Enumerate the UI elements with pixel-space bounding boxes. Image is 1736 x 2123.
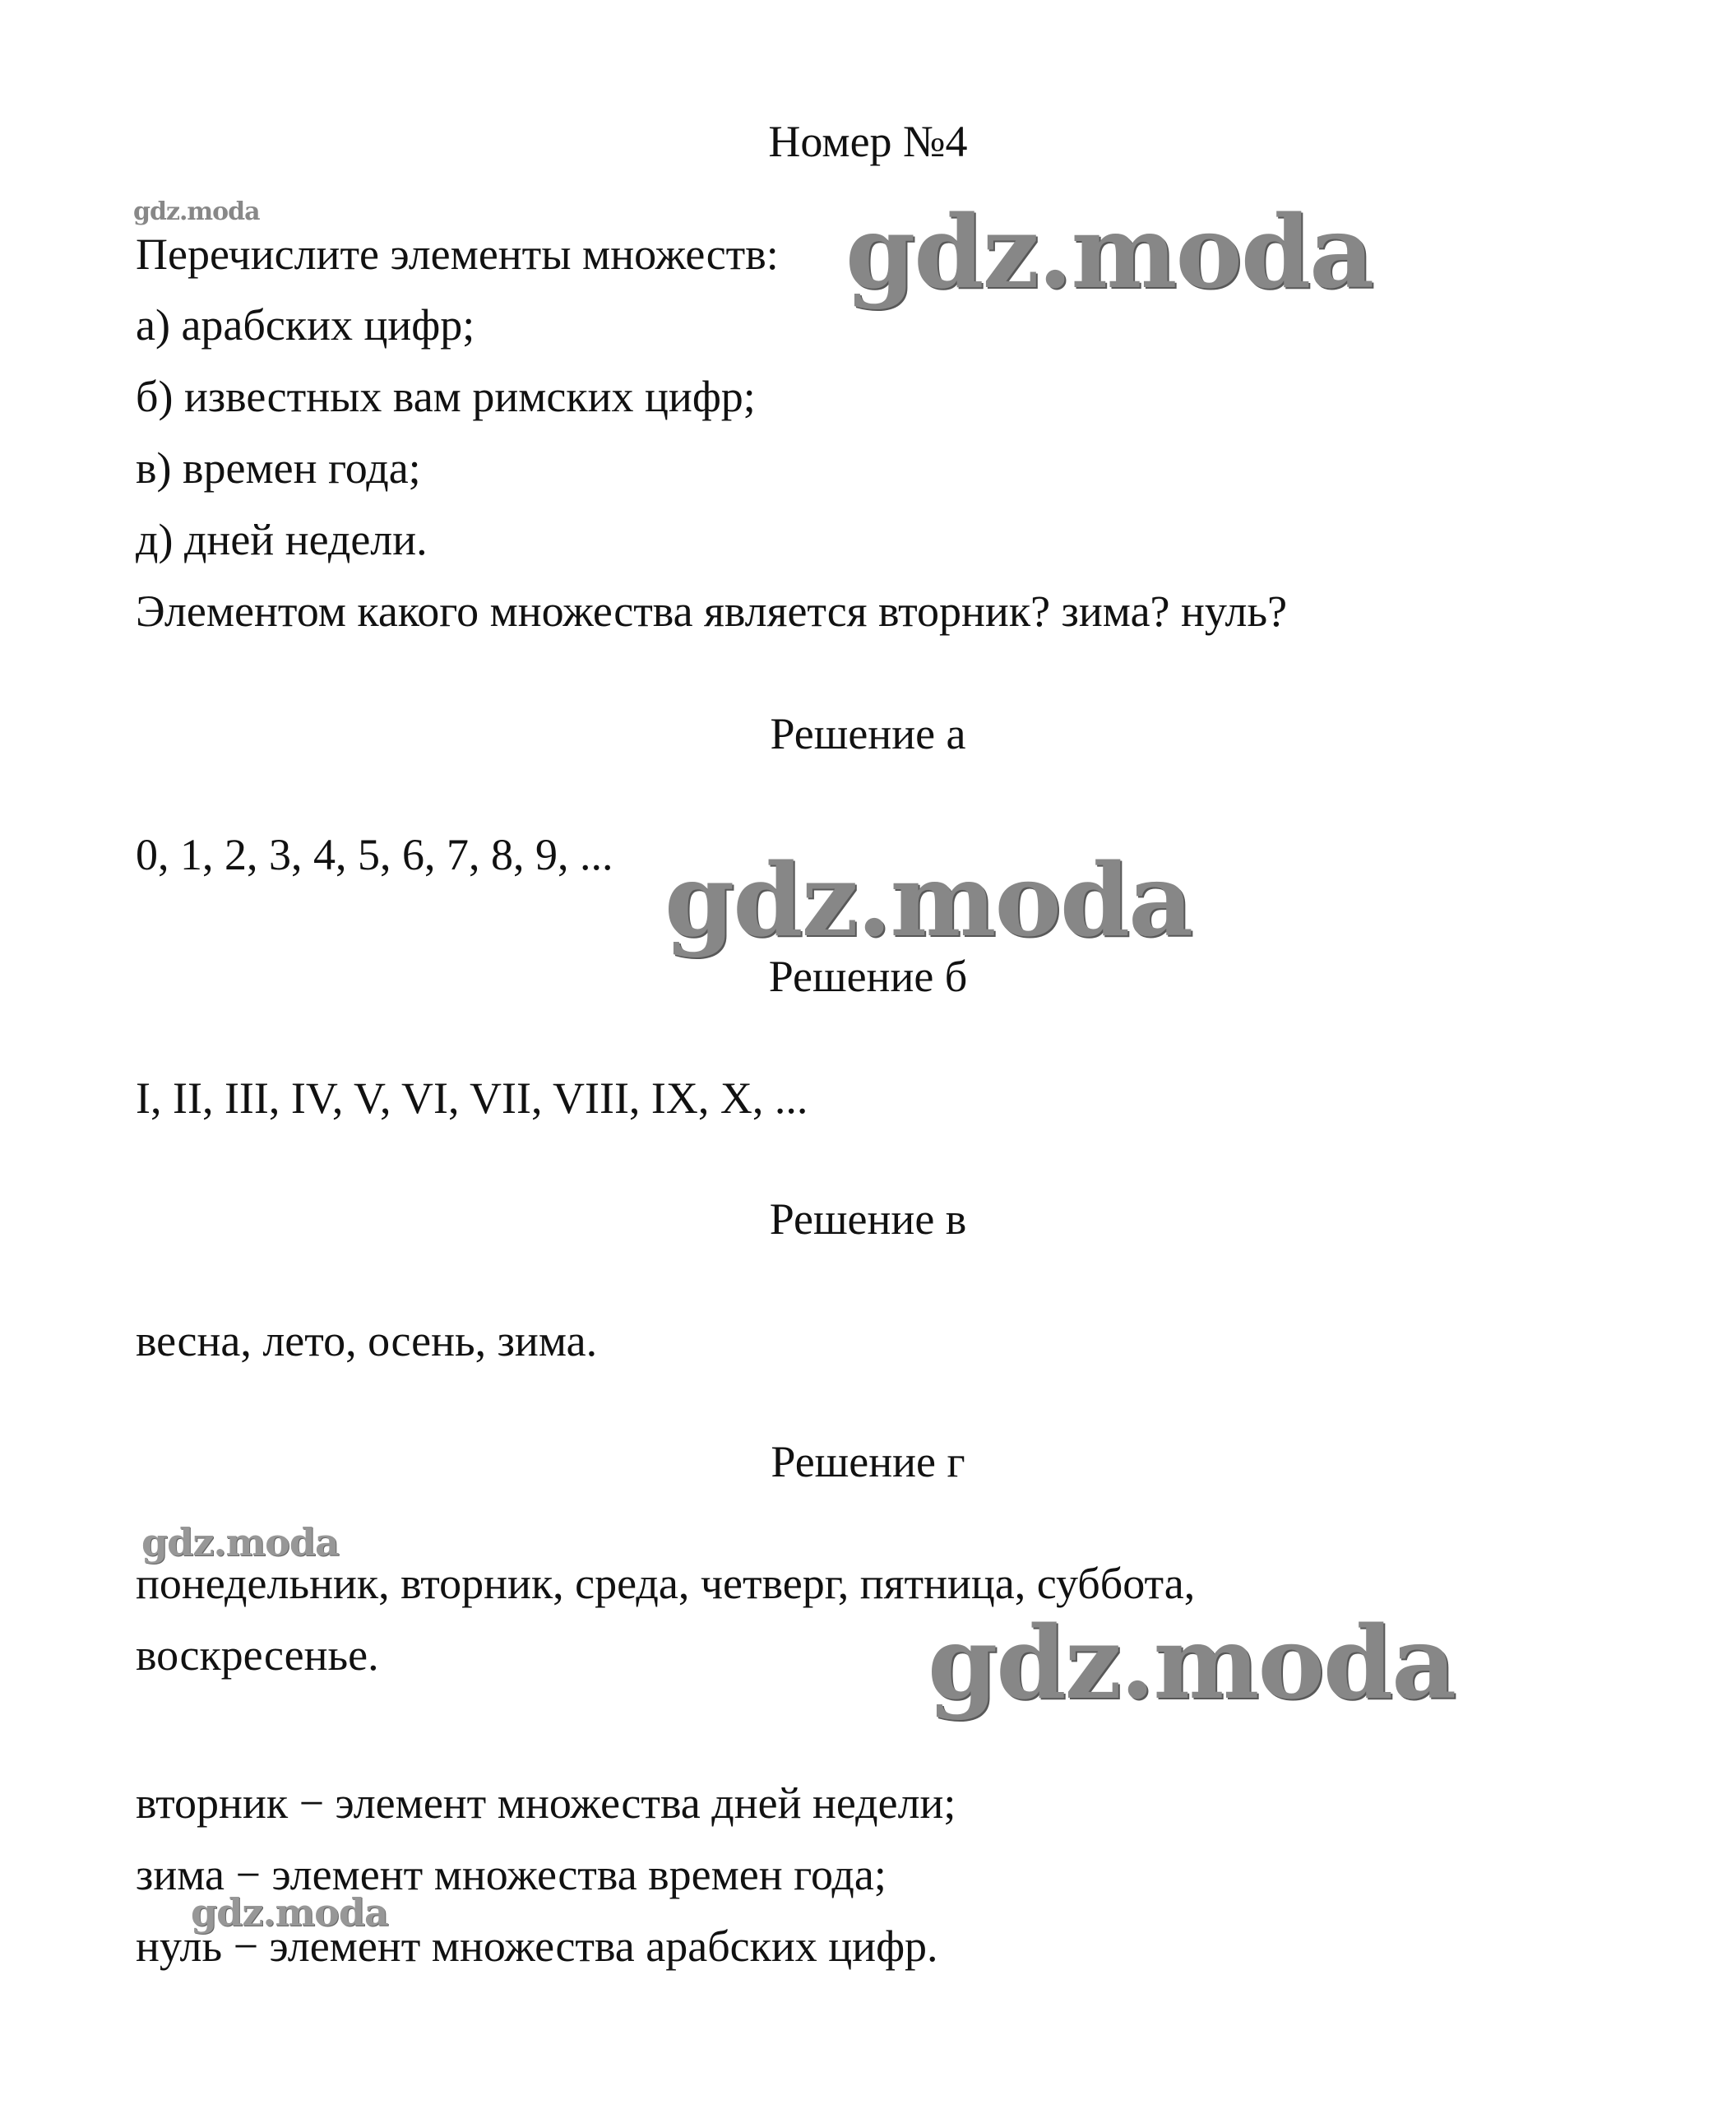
watermark-small-3: gdz.moda: [191, 1890, 388, 1935]
task-item-d: д) дней недели.: [136, 515, 428, 564]
solution-g-text-line2: воскресенье.: [136, 1630, 379, 1680]
task-item-b: б) известных вам римских цифр;: [136, 372, 756, 421]
watermark-large-3: gdz.moda: [928, 1603, 1456, 1722]
solution-a-text: 0, 1, 2, 3, 4, 5, 6, 7, 8, 9, ...: [136, 830, 613, 879]
watermark-large-1: gdz.moda: [845, 192, 1373, 311]
task-item-v: в) времен года;: [136, 443, 421, 493]
solution-b-text: I, II, III, IV, V, VI, VII, VIII, IX, X, ...: [136, 1073, 808, 1123]
answer-zero: нуль − элемент множества арабских цифр.: [136, 1921, 938, 1971]
task-intro: Перечислите элементы множеств:: [136, 229, 779, 279]
task-question: Элементом какого множества является вторник? зима? нуль?: [136, 586, 1288, 636]
page-title: Номер №4: [768, 117, 968, 166]
answer-winter: зима − элемент множества времен года;: [136, 1850, 887, 1899]
solution-v-heading: Решение в: [769, 1194, 967, 1244]
solution-a-heading: Решение а: [770, 709, 966, 758]
solution-v-text: весна, лето, осень, зима.: [136, 1316, 598, 1365]
watermark-small-top: gdz.moda: [133, 197, 260, 226]
answer-tuesday: вторник − элемент множества дней недели;: [136, 1778, 956, 1828]
solution-b-heading: Решение б: [768, 952, 968, 1001]
solution-g-heading: Решение г: [771, 1437, 965, 1486]
solution-g-text-line1: понедельник, вторник, среда, четверг, пятница, суббота,: [136, 1559, 1196, 1608]
task-item-a: а) арабских цифр;: [136, 300, 475, 350]
watermark-large-2: gdz.moda: [664, 841, 1192, 959]
watermark-small-2: gdz.moda: [141, 1520, 339, 1564]
